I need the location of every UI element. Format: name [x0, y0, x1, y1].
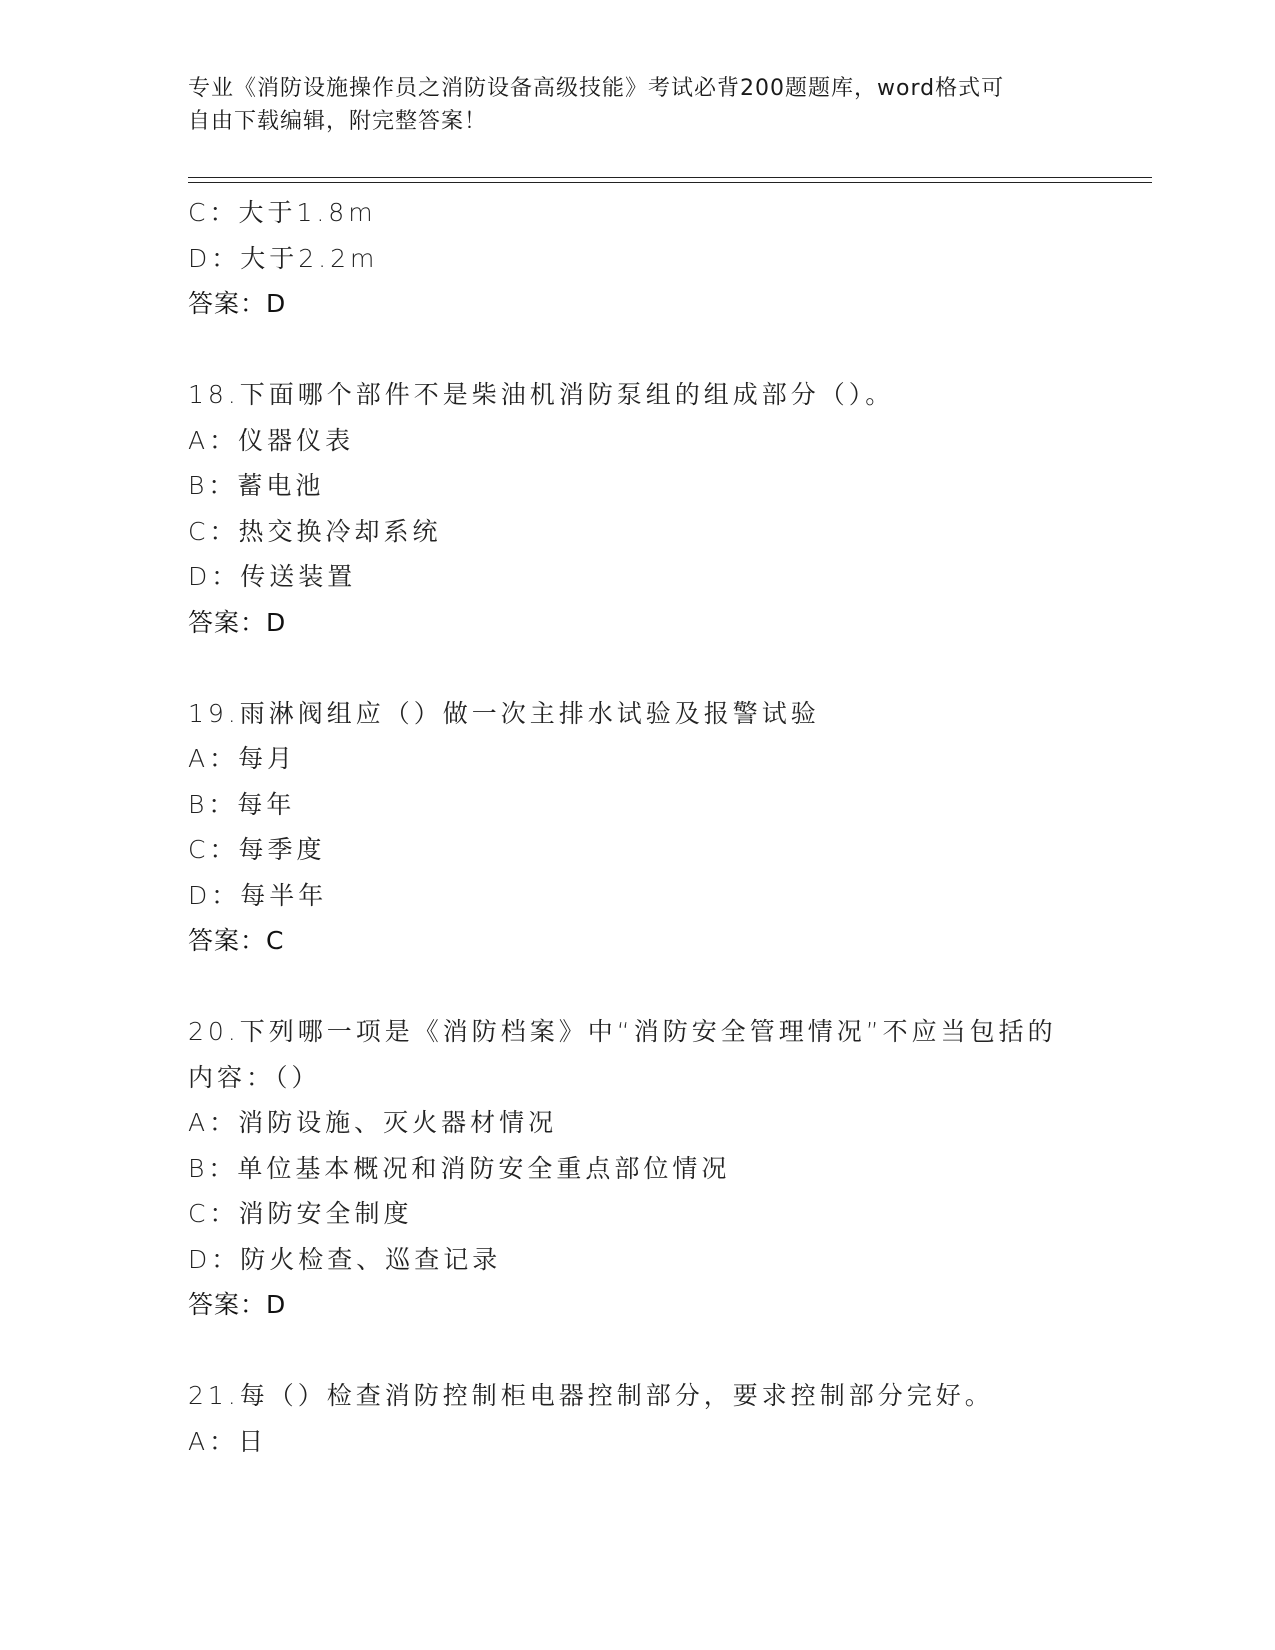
option-d: D：大于2.2m: [188, 243, 379, 273]
answer-line: 答案：D: [188, 1290, 287, 1319]
option-d: D：每半年: [188, 880, 328, 910]
option-b: B：单位基本概况和消防安全重点部位情况: [188, 1153, 731, 1183]
carryover-block: [188, 190, 1118, 327]
option-c: C：热交换冷却系统: [188, 516, 442, 546]
option-a: A：日: [188, 1426, 268, 1456]
option-a: A：每月: [188, 744, 297, 773]
question-text: 20.下列哪一项是《消防档案》中“消防安全管理情况”不应当包括的: [188, 1017, 1057, 1046]
answer-line: 答案：C: [188, 926, 285, 955]
header-line-1: 专业《消防设施操作员之消防设备高级技能》考试必背200题题库，word格式可: [188, 76, 1005, 101]
option-b: B：蓄电池: [188, 471, 325, 500]
option-a: A：消防设施、灭火器材情况: [188, 1108, 558, 1137]
question-20: [188, 1009, 1118, 1328]
answer-line: 答案：D: [188, 289, 287, 318]
answer-line: 答案：D: [188, 607, 287, 637]
question-text: 19.雨淋阀组应（）做一次主排水试验及报警试验: [188, 698, 820, 728]
document-header: [188, 72, 1088, 138]
question-text: 18.下面哪个部件不是柴油机消防泵组的组成部分（）。: [188, 380, 895, 409]
option-a: A：仪器仪表: [188, 425, 355, 455]
option-d: D：防火检查、巡查记录: [188, 1244, 502, 1274]
question-text: 21.每（）检查消防控制柜电器控制部分，要求控制部分完好。: [188, 1381, 994, 1410]
question-18: [188, 372, 1118, 645]
question-list: [188, 190, 1118, 1464]
header-rule-top: [188, 177, 1152, 178]
header-line-2: 自由下载编辑，附完整答案！: [188, 109, 488, 134]
header-rule-bottom: [188, 182, 1152, 183]
option-c: C：每季度: [188, 835, 326, 864]
question-19: [188, 691, 1118, 964]
option-c: C：大于1.8m: [188, 198, 377, 227]
question-21: [188, 1373, 1118, 1464]
option-d: D：传送装置: [188, 562, 357, 591]
option-c: C：消防安全制度: [188, 1199, 413, 1228]
option-b: B：每年: [188, 789, 296, 819]
question-text-continued: 内容：（）: [188, 1062, 321, 1092]
